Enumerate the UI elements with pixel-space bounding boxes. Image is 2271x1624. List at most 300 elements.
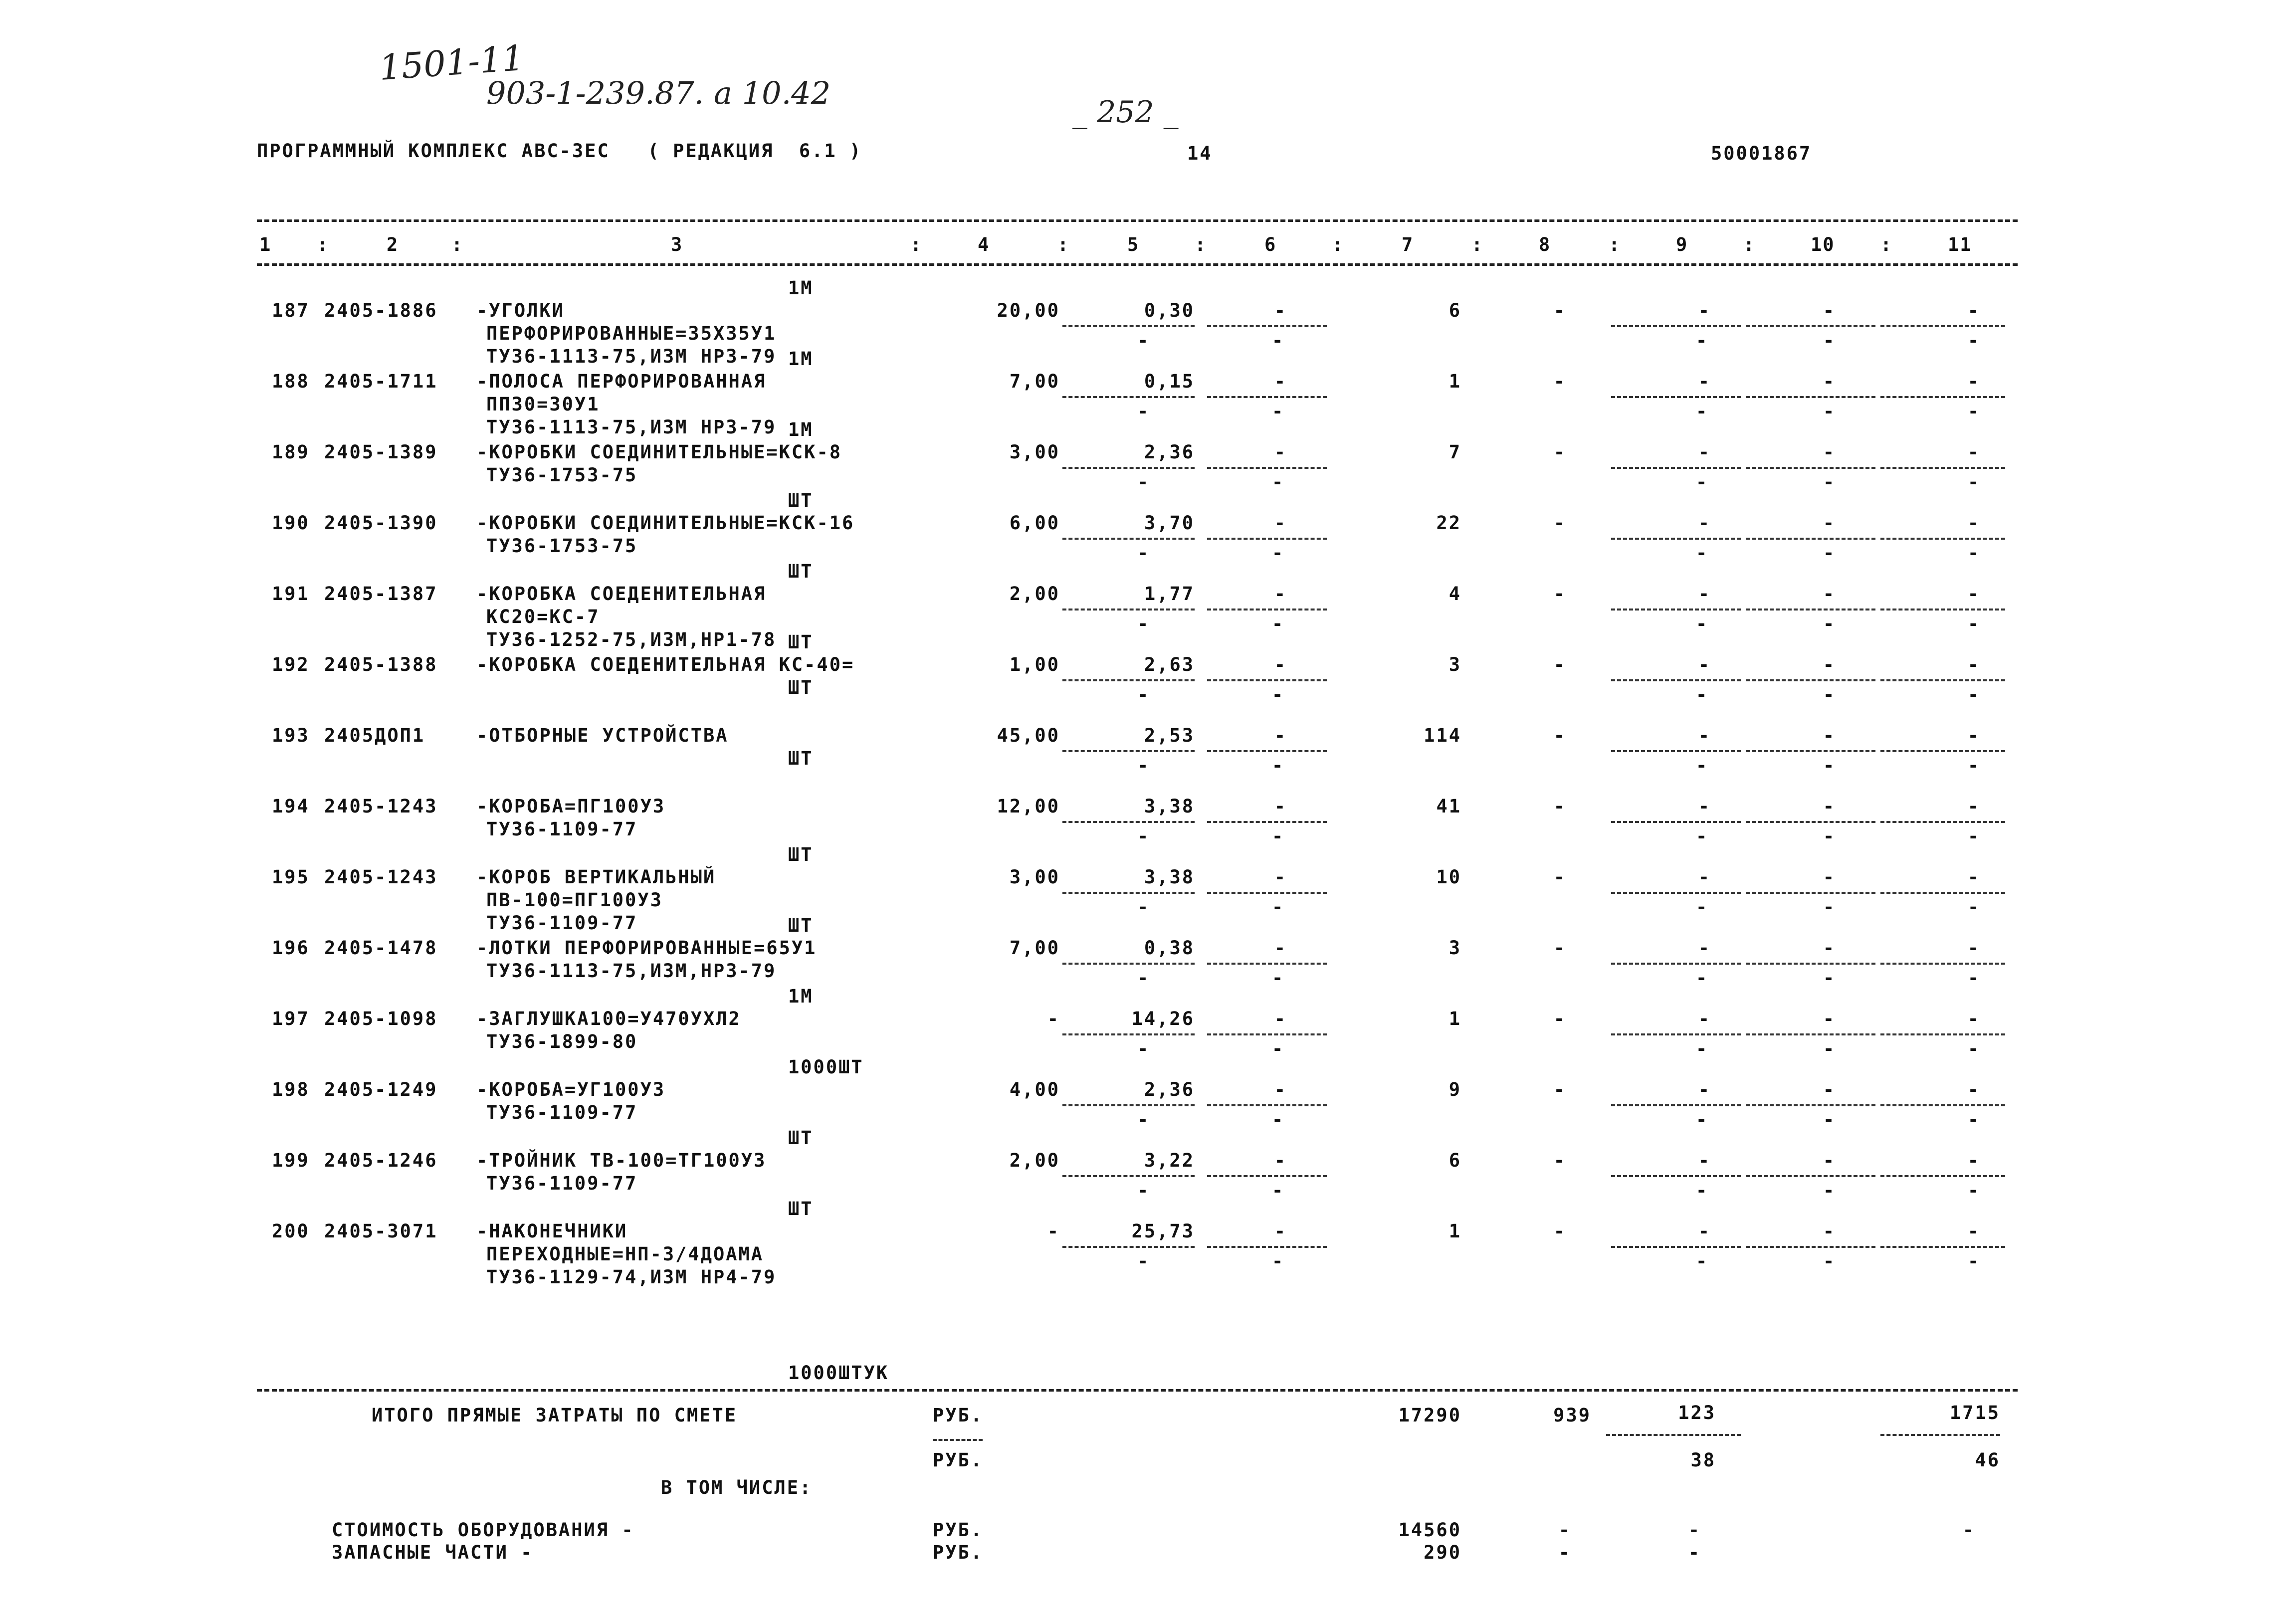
row-unit: 1М [788, 348, 814, 370]
row-rule-col6 [1207, 325, 1327, 327]
row-rule-col6 [1207, 467, 1327, 469]
row-col9-sub: - [1696, 330, 1709, 351]
col-header-7: 7 [1402, 234, 1414, 255]
row-rule-col5 [1062, 325, 1195, 327]
totals-col9-b: 38 [1690, 1449, 1716, 1471]
row-col9: - [1698, 1150, 1711, 1171]
row-number: 196 [272, 937, 310, 959]
row-description-line: -КОРОБ ВЕРТИКАЛЬНЫЙ [476, 866, 716, 888]
row-col8: - [1553, 512, 1566, 534]
row-code: 2405-1387 [324, 583, 438, 605]
row-description-line: ПЕРФОРИРОВАННЫЕ=35Х35У1 [486, 323, 777, 344]
row-rule-col5 [1062, 821, 1195, 823]
row-rule-col9 [1611, 821, 1741, 823]
row-col10: - [1823, 796, 1836, 817]
equipment-col9: - [1688, 1519, 1701, 1541]
row-unit: 1М [788, 986, 814, 1007]
col-sep: : [1195, 234, 1207, 255]
row-rule-col5 [1062, 1175, 1195, 1177]
row-unit: ШТ [788, 1127, 814, 1149]
row-rule-col6 [1207, 609, 1327, 610]
spares-col9: - [1688, 1542, 1701, 1563]
row-rule-col9 [1611, 538, 1741, 540]
row-quantity: 3,00 [1009, 441, 1060, 463]
row-rule-col6 [1207, 679, 1327, 681]
row-col11-sub: - [1968, 401, 1981, 422]
row-rule-col5 [1062, 750, 1195, 752]
row-quantity: 2,00 [1009, 583, 1060, 605]
row-description-line: ПВ-100=ПГ100У3 [486, 889, 663, 911]
spares-currency: РУБ. [933, 1542, 984, 1563]
equipment-col8: - [1558, 1519, 1571, 1541]
row-rule-col9 [1611, 325, 1741, 327]
row-col9: - [1698, 654, 1711, 675]
row-col7: 10 [1436, 866, 1461, 888]
col-sep: : [910, 234, 923, 255]
row-col6: - [1274, 796, 1287, 817]
equipment-currency: РУБ. [933, 1519, 984, 1541]
row-number: 191 [272, 583, 310, 605]
row-col7: 4 [1448, 583, 1461, 605]
row-col7: 1 [1448, 1220, 1461, 1242]
equipment-label: СТОИМОСТЬ ОБОРУДОВАНИЯ - [332, 1519, 634, 1541]
row-description-line: -КОРОБКА СОЕДЕНИТЕЛЬНАЯ [476, 583, 767, 605]
row-number: 194 [272, 796, 310, 817]
program-header: ПРОГРАММНЫЙ КОМПЛЕКС АВС-3ЕС ( РЕДАКЦИЯ 6.1 ) [257, 140, 862, 162]
totals-underline-col4 [933, 1439, 983, 1441]
row-code: 2405-1478 [324, 937, 438, 959]
totals-label: ИТОГО ПРЯМЫЕ ЗАТРАТЫ ПО СМЕТЕ [372, 1405, 738, 1426]
row-rule-col6 [1207, 892, 1327, 894]
row-quantity: 2,00 [1009, 1150, 1060, 1171]
row-code: 2405-1246 [324, 1150, 438, 1171]
row-col6-sub: - [1272, 330, 1285, 351]
row-col8: - [1553, 583, 1566, 605]
document-code: 50001867 [1711, 143, 1812, 164]
row-price: 3,38 [1144, 866, 1195, 888]
col-sep: : [317, 234, 329, 255]
row-col5-sub: - [1137, 967, 1150, 989]
row-col6: - [1274, 583, 1287, 605]
row-col5-sub: - [1137, 1038, 1150, 1059]
totals-col11-b: 46 [1975, 1449, 2000, 1471]
row-rule-col11 [1880, 1246, 2005, 1248]
row-col11-sub: - [1968, 613, 1981, 634]
row-col6: - [1274, 654, 1287, 675]
row-description-line: ТУ36-1113-75,ИЗМ НР3-79 [486, 416, 777, 438]
row-col5-sub: - [1137, 401, 1150, 422]
row-col6-sub: - [1272, 825, 1285, 847]
totals-underline-col11 [1880, 1434, 2000, 1436]
row-col10: - [1823, 512, 1836, 534]
row-rule-col9 [1611, 750, 1741, 752]
row-col11: - [1967, 371, 1980, 392]
row-rule-col10 [1746, 325, 1875, 327]
col-header-6: 6 [1264, 234, 1277, 255]
row-rule-col5 [1062, 1104, 1195, 1106]
row-description-line: ТУ36-1129-74,ИЗМ НР4-79 [486, 1266, 777, 1288]
rule-bottom [257, 1389, 2018, 1392]
row-price: 1,77 [1144, 583, 1195, 605]
row-col6: - [1274, 1079, 1287, 1100]
col-header-4: 4 [978, 234, 990, 255]
row-col6-sub: - [1272, 1180, 1285, 1201]
row-rule-col10 [1746, 750, 1875, 752]
rule-top [257, 219, 2018, 222]
row-col6-sub: - [1272, 1109, 1285, 1130]
row-col8: - [1553, 1220, 1566, 1242]
handwritten-code-2: 903-1-239.87. a 10.42 [486, 75, 831, 111]
row-rule-col11 [1880, 750, 2005, 752]
row-col10: - [1823, 937, 1836, 959]
row-col6: - [1274, 512, 1287, 534]
row-col10-sub: - [1823, 825, 1836, 847]
row-number: 193 [272, 725, 310, 746]
row-col10-sub: - [1823, 542, 1836, 564]
row-rule-col6 [1207, 1104, 1327, 1106]
row-unit: ШТ [788, 915, 814, 936]
row-col9: - [1698, 1079, 1711, 1100]
row-col9: - [1698, 583, 1711, 605]
row-description-line: -КОРОБКИ СОЕДИНИТЕЛЬНЫЕ=КСК-16 [476, 512, 855, 534]
row-col10: - [1823, 654, 1836, 675]
row-col10-sub: - [1823, 401, 1836, 422]
row-rule-col9 [1611, 679, 1741, 681]
row-rule-col10 [1746, 467, 1875, 469]
row-rule-col9 [1611, 1033, 1741, 1035]
row-col8: - [1553, 300, 1566, 321]
col-header-5: 5 [1127, 234, 1140, 255]
row-col9: - [1698, 1220, 1711, 1242]
row-col11-sub: - [1968, 896, 1981, 918]
row-col6: - [1274, 937, 1287, 959]
row-col9-sub: - [1696, 755, 1709, 776]
row-number: 188 [272, 371, 310, 392]
row-code: 2405-1390 [324, 512, 438, 534]
totals-col8: 939 [1553, 1405, 1591, 1426]
row-col6-sub: - [1272, 755, 1285, 776]
row-col6-sub: - [1272, 613, 1285, 634]
col-header-1: 1 [259, 234, 272, 255]
row-description-line: ШТ [788, 748, 814, 769]
row-col6: - [1274, 725, 1287, 746]
row-code: 2405-1243 [324, 866, 438, 888]
row-rule-col6 [1207, 1033, 1327, 1035]
row-col8: - [1553, 1150, 1566, 1171]
row-col10-sub: - [1823, 471, 1836, 493]
row-quantity: 45,00 [997, 725, 1060, 746]
row-col7: 9 [1448, 1079, 1461, 1100]
row-rule-col5 [1062, 1033, 1195, 1035]
row-col10-sub: - [1823, 1109, 1836, 1130]
row-quantity: 1,00 [1009, 654, 1060, 675]
row-description-line: ТУ36-1113-75,ИЗМ НР3-79 [486, 346, 777, 367]
row-col6-sub: - [1272, 896, 1285, 918]
row-price: 0,30 [1144, 300, 1195, 321]
row-description-line: ТУ36-1252-75,ИЗМ,НР1-78 [486, 629, 777, 650]
row-col6: - [1274, 300, 1287, 321]
row-rule-col5 [1062, 609, 1195, 610]
row-rule-col11 [1880, 679, 2005, 681]
row-col9-sub: - [1696, 825, 1709, 847]
row-col10: - [1823, 441, 1836, 463]
row-col5-sub: - [1137, 471, 1150, 493]
row-number: 187 [272, 300, 310, 321]
row-col8: - [1553, 796, 1566, 817]
row-col11: - [1967, 725, 1980, 746]
totals-currency: РУБ. [933, 1405, 984, 1426]
row-price: 25,73 [1131, 1220, 1195, 1242]
row-col11-sub: - [1968, 330, 1981, 351]
row-col9-sub: - [1696, 967, 1709, 989]
row-rule-col10 [1746, 679, 1875, 681]
row-col9-sub: - [1696, 471, 1709, 493]
handwritten-page-number: _ 252 _ [1072, 95, 1179, 130]
row-col6-sub: - [1272, 684, 1285, 705]
row-rule-col6 [1207, 538, 1327, 540]
row-col11: - [1967, 300, 1980, 321]
row-number: 195 [272, 866, 310, 888]
totals-col7: 17290 [1398, 1405, 1461, 1426]
row-col5-sub: - [1137, 1180, 1150, 1201]
row-description-line: ТУ36-1113-75,ИЗМ,НР3-79 [486, 960, 777, 982]
row-number: 200 [272, 1220, 310, 1242]
col-header-3: 3 [671, 234, 683, 255]
row-rule-col10 [1746, 821, 1875, 823]
row-col5-sub: - [1137, 825, 1150, 847]
col-header-11: 11 [1948, 234, 1972, 255]
row-col8: - [1553, 1079, 1566, 1100]
row-col10: - [1823, 1079, 1836, 1100]
totals-underline-col9 [1606, 1434, 1741, 1436]
row-rule-col5 [1062, 892, 1195, 894]
row-col5-sub: - [1137, 1109, 1150, 1130]
spares-col8: - [1558, 1542, 1571, 1563]
row-description-line: ТУ36-1753-75 [486, 464, 638, 486]
row-col11: - [1967, 583, 1980, 605]
row-col6-sub: - [1272, 401, 1285, 422]
row-rule-col11 [1880, 892, 2005, 894]
row-col9: - [1698, 512, 1711, 534]
row-col11: - [1967, 512, 1980, 534]
row-number: 189 [272, 441, 310, 463]
row-rule-col11 [1880, 609, 2005, 610]
row-rule-col10 [1746, 538, 1875, 540]
row-rule-col11 [1880, 1033, 2005, 1035]
row-col10-sub: - [1823, 1180, 1836, 1201]
row-rule-col6 [1207, 1175, 1327, 1177]
row-col9: - [1698, 796, 1711, 817]
col-header-8: 8 [1539, 234, 1551, 255]
row-col9-sub: - [1696, 1109, 1709, 1130]
col-sep: : [1880, 234, 1893, 255]
row-rule-col5 [1062, 963, 1195, 965]
col-sep: : [1609, 234, 1621, 255]
row-description-line: -КОРОБКИ СОЕДИНИТЕЛЬНЫЕ=КСК-8 [476, 441, 842, 463]
row-col9: - [1698, 441, 1711, 463]
row-rule-col9 [1611, 396, 1741, 398]
row-unit: ШТ [788, 844, 814, 865]
row-description-line: -УГОЛКИ [476, 300, 565, 321]
row-rule-col6 [1207, 963, 1327, 965]
row-col5-sub: - [1137, 755, 1150, 776]
row-col11: - [1967, 654, 1980, 675]
row-col9-sub: - [1696, 542, 1709, 564]
row-col10-sub: - [1823, 755, 1836, 776]
row-col11: - [1967, 1079, 1980, 1100]
row-col10-sub: - [1823, 967, 1836, 989]
col-sep: : [1057, 234, 1070, 255]
row-description-line: ТУ36-1753-75 [486, 535, 638, 557]
spares-label: ЗАПАСНЫЕ ЧАСТИ - [332, 1542, 534, 1563]
row-number: 199 [272, 1150, 310, 1171]
row-col7: 114 [1424, 725, 1461, 746]
row-col8: - [1553, 1008, 1566, 1029]
row-col11: - [1967, 1150, 1980, 1171]
row-col10-sub: - [1823, 330, 1836, 351]
row-rule-col6 [1207, 1246, 1327, 1248]
row-col6-sub: - [1272, 542, 1285, 564]
row-price: 2,53 [1144, 725, 1195, 746]
row-description-line: -КОРОБКА СОЕДЕНИТЕЛЬНАЯ КС-40= [476, 654, 855, 675]
row-col9-sub: - [1696, 1038, 1709, 1059]
row-description-line: ПП30=30У1 [486, 394, 600, 415]
row-col10: - [1823, 725, 1836, 746]
row-description-line: -ПОЛОСА ПЕРФОРИРОВАННАЯ [476, 371, 767, 392]
row-quantity: 6,00 [1009, 512, 1060, 534]
row-col10: - [1823, 300, 1836, 321]
col-header-9: 9 [1676, 234, 1688, 255]
row-price: 3,38 [1144, 796, 1195, 817]
row-rule-col5 [1062, 467, 1195, 469]
row-rule-col10 [1746, 396, 1875, 398]
row-unit-last: 1000ШТУК [788, 1362, 889, 1384]
row-unit: 1М [788, 419, 814, 440]
row-col6-sub: - [1272, 1250, 1285, 1272]
row-col7: 3 [1448, 937, 1461, 959]
row-rule-col11 [1880, 1104, 2005, 1106]
row-col11: - [1967, 1220, 1980, 1242]
row-col9: - [1698, 866, 1711, 888]
row-col9-sub: - [1696, 613, 1709, 634]
row-price: 2,36 [1144, 441, 1195, 463]
col-sep: : [1471, 234, 1484, 255]
row-col5-sub: - [1137, 330, 1150, 351]
row-col11-sub: - [1968, 1109, 1981, 1130]
row-rule-col11 [1880, 396, 2005, 398]
handwritten-code-1: 1501-11 [378, 37, 526, 89]
row-col5-sub: - [1137, 613, 1150, 634]
row-rule-col9 [1611, 1104, 1741, 1106]
row-rule-col6 [1207, 821, 1327, 823]
row-price: 0,15 [1144, 371, 1195, 392]
row-col11: - [1967, 796, 1980, 817]
row-col10-sub: - [1823, 1038, 1836, 1059]
col-header-10: 10 [1811, 234, 1835, 255]
row-unit: ШТ [788, 490, 814, 511]
row-col9-sub: - [1696, 1250, 1709, 1272]
row-description-line: ТУ36-1109-77 [486, 818, 638, 840]
row-col10: - [1823, 1150, 1836, 1171]
row-code: 2405-1098 [324, 1008, 438, 1029]
row-col9: - [1698, 1008, 1711, 1029]
row-unit: 1000ШТ [788, 1056, 864, 1078]
row-col8: - [1553, 725, 1566, 746]
row-col9-sub: - [1696, 1180, 1709, 1201]
row-number: 197 [272, 1008, 310, 1029]
row-col7: 6 [1448, 1150, 1461, 1171]
row-rule-col5 [1062, 679, 1195, 681]
row-rule-col9 [1611, 1175, 1741, 1177]
row-col11-sub: - [1968, 1038, 1981, 1059]
row-col7: 1 [1448, 371, 1461, 392]
row-description-line: -НАКОНЕЧНИКИ [476, 1220, 628, 1242]
row-rule-col5 [1062, 538, 1195, 540]
row-quantity: - [1047, 1008, 1060, 1029]
row-rule-col10 [1746, 963, 1875, 965]
row-col9-sub: - [1696, 401, 1709, 422]
row-quantity: 4,00 [1009, 1079, 1060, 1100]
row-col7: 6 [1448, 300, 1461, 321]
row-quantity: 3,00 [1009, 866, 1060, 888]
row-rule-col6 [1207, 750, 1327, 752]
row-unit: ШТ [788, 631, 814, 653]
row-number: 198 [272, 1079, 310, 1100]
row-col6-sub: - [1272, 471, 1285, 493]
row-price: 0,38 [1144, 937, 1195, 959]
row-quantity: 7,00 [1009, 371, 1060, 392]
row-col11-sub: - [1968, 542, 1981, 564]
row-col6: - [1274, 441, 1287, 463]
row-code: 2405-1711 [324, 371, 438, 392]
row-col7: 7 [1448, 441, 1461, 463]
row-col11-sub: - [1968, 1180, 1981, 1201]
row-price: 14,26 [1131, 1008, 1195, 1029]
row-col6: - [1274, 371, 1287, 392]
row-col9-sub: - [1696, 896, 1709, 918]
row-col6-sub: - [1272, 1038, 1285, 1059]
spares-value: 290 [1424, 1542, 1461, 1563]
row-col11-sub: - [1968, 967, 1981, 989]
row-quantity: - [1047, 1220, 1060, 1242]
row-col10: - [1823, 583, 1836, 605]
row-description-line: -КОРОБА=УГ100У3 [476, 1079, 666, 1100]
row-col9: - [1698, 371, 1711, 392]
row-col7: 3 [1448, 654, 1461, 675]
row-col10-sub: - [1823, 613, 1836, 634]
row-col5-sub: - [1137, 1250, 1150, 1272]
including-label: В ТОМ ЧИСЛЕ: [661, 1477, 813, 1498]
row-col11-sub: - [1968, 1250, 1981, 1272]
row-rule-col10 [1746, 1033, 1875, 1035]
row-col10-sub: - [1823, 896, 1836, 918]
row-rule-col9 [1611, 609, 1741, 610]
row-col5-sub: - [1137, 896, 1150, 918]
row-col9: - [1698, 725, 1711, 746]
row-rule-col11 [1880, 538, 2005, 540]
row-code: 2405-1389 [324, 441, 438, 463]
row-col10: - [1823, 371, 1836, 392]
row-price: 2,36 [1144, 1079, 1195, 1100]
row-col9: - [1698, 937, 1711, 959]
col-sep: : [451, 234, 464, 255]
row-description-line: ТУ36-1109-77 [486, 1173, 638, 1194]
row-description-line: КС20=КС-7 [486, 606, 600, 627]
row-rule-col9 [1611, 963, 1741, 965]
row-rule-col11 [1880, 1175, 2005, 1177]
row-unit: ШТ [788, 1198, 814, 1219]
col-sep: : [1332, 234, 1344, 255]
